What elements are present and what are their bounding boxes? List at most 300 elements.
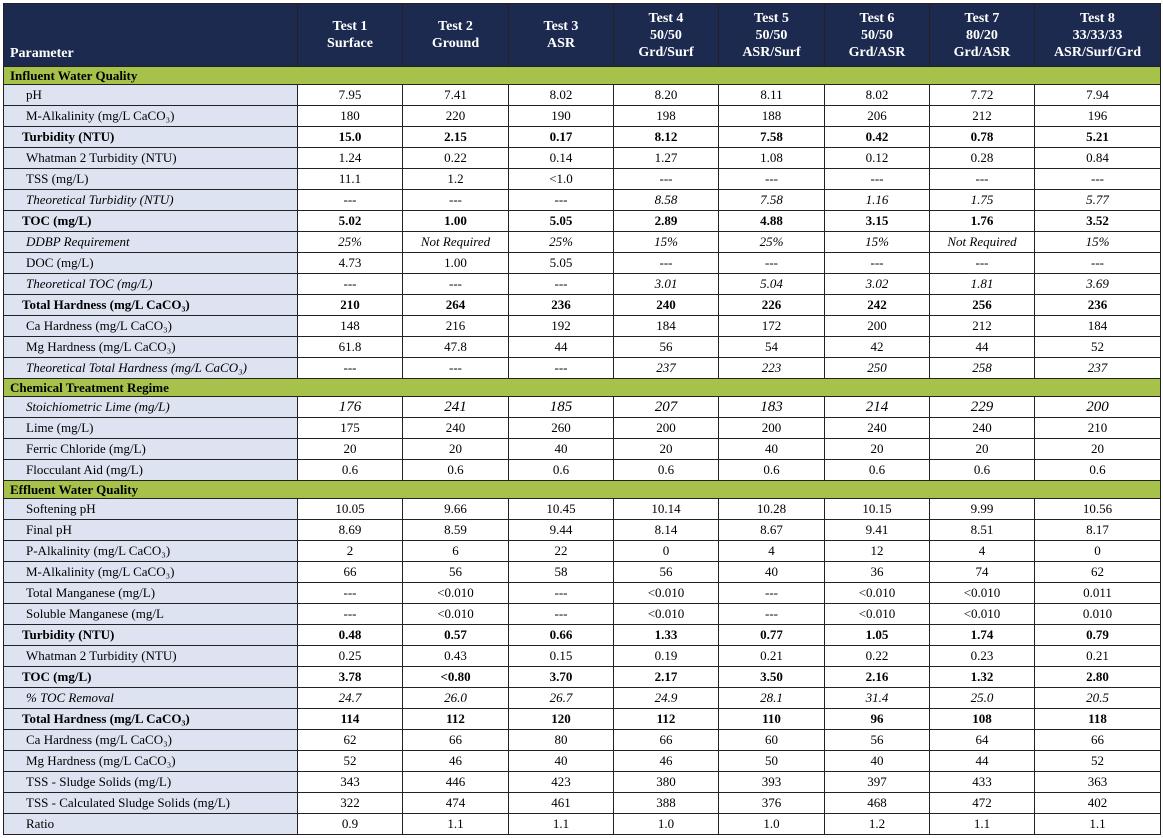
header-line: Grd/ASR [848, 44, 906, 60]
table-header [4, 4, 1161, 67]
table-cell: 188 [719, 106, 825, 127]
table-cell: 4 [719, 541, 825, 562]
table-cell: 2 [298, 541, 403, 562]
table-cell: 40 [509, 751, 614, 772]
table-cell: 0.6 [614, 460, 719, 481]
table-cell: --- [614, 169, 719, 190]
table-row [4, 730, 1161, 751]
table-row [4, 211, 1161, 232]
table-row [4, 772, 1161, 793]
table-row [4, 625, 1161, 646]
table-cell: 0.6 [719, 460, 825, 481]
table-cell: 4.73 [298, 253, 403, 274]
table-cell: 36 [825, 562, 930, 583]
table-cell: 8.02 [825, 85, 930, 106]
table-cell: 0 [614, 541, 719, 562]
parameter-column-header: Parameter [4, 4, 298, 67]
section-title: Chemical Treatment Regime [4, 379, 1161, 397]
table-cell: 184 [1035, 316, 1161, 337]
table-cell: 380 [614, 772, 719, 793]
table-cell: 56 [825, 730, 930, 751]
table-cell: 25% [298, 232, 403, 253]
table-cell: 240 [930, 418, 1035, 439]
table-cell: 24.9 [614, 688, 719, 709]
table-cell: 1.0 [719, 814, 825, 835]
table-cell: 2.80 [1035, 667, 1161, 688]
table-cell: 9.44 [509, 520, 614, 541]
table-cell: 26.7 [509, 688, 614, 709]
table-cell: 54 [719, 337, 825, 358]
section-header-row [4, 481, 1161, 499]
table-cell: 0.84 [1035, 148, 1161, 169]
row-label: Flocculant Aid (mg/L) [4, 460, 298, 481]
row-label: Mg Hardness (mg/L CaCO₃) [4, 751, 298, 772]
table-cell: <0.010 [930, 583, 1035, 604]
row-label: Soluble Manganese (mg/L [4, 604, 298, 625]
table-cell: 423 [509, 772, 614, 793]
table-cell: 15% [1035, 232, 1161, 253]
table-cell: 10.56 [1035, 499, 1161, 520]
table-cell: 8.20 [614, 85, 719, 106]
row-label: Mg Hardness (mg/L CaCO₃) [4, 337, 298, 358]
table-cell: 446 [403, 772, 509, 793]
table-cell: 60 [719, 730, 825, 751]
table-row [4, 793, 1161, 814]
row-label: Total Hardness (mg/L CaCO₃) [4, 709, 298, 730]
table-cell: 183 [719, 397, 825, 418]
table-cell: 0.6 [1035, 460, 1161, 481]
table-cell: 66 [298, 562, 403, 583]
table-cell: 47.8 [403, 337, 509, 358]
table-cell: 236 [1035, 295, 1161, 316]
table-cell: 200 [825, 316, 930, 337]
table-cell: 8.11 [719, 85, 825, 106]
table-row [4, 232, 1161, 253]
table-cell: 0.22 [825, 646, 930, 667]
table-cell: 148 [298, 316, 403, 337]
table-cell: 44 [930, 337, 1035, 358]
table-cell: 52 [298, 751, 403, 772]
table-cell: 1.0 [614, 814, 719, 835]
table-cell: 20 [403, 439, 509, 460]
test-7-column-header [930, 4, 1035, 67]
header-line: ASR/Surf/Grd [1053, 44, 1142, 60]
table-cell: 1.1 [930, 814, 1035, 835]
table-cell: 212 [930, 106, 1035, 127]
header-line: Surface [327, 36, 373, 51]
table-cell: 9.41 [825, 520, 930, 541]
table-cell: --- [719, 169, 825, 190]
table-cell: 0.22 [403, 148, 509, 169]
table-cell: 474 [403, 793, 509, 814]
table-row [4, 337, 1161, 358]
table-cell: 433 [930, 772, 1035, 793]
table-cell: 0.6 [298, 460, 403, 481]
table-cell: 240 [403, 418, 509, 439]
table-cell: 52 [1035, 751, 1161, 772]
table-cell: 212 [930, 316, 1035, 337]
table-cell: 2.15 [403, 127, 509, 148]
table-cell: 8.51 [930, 520, 1035, 541]
header-line: 33/33/33 [1072, 27, 1123, 43]
table-row [4, 358, 1161, 379]
row-label: Stoichiometric Lime (mg/L) [4, 397, 298, 418]
table-cell: 2.17 [614, 667, 719, 688]
header-line: Test 4 [648, 10, 684, 26]
table-cell: 1.75 [930, 190, 1035, 211]
table-cell: 66 [614, 730, 719, 751]
table-cell: 0.77 [719, 625, 825, 646]
table-cell: 44 [930, 751, 1035, 772]
table-cell: 5.04 [719, 274, 825, 295]
row-label: pH [4, 85, 298, 106]
row-label: Lime (mg/L) [4, 418, 298, 439]
table-row [4, 709, 1161, 730]
table-cell: 343 [298, 772, 403, 793]
table-cell: --- [825, 253, 930, 274]
row-label: M-Alkalinity (mg/L CaCO₃) [4, 106, 298, 127]
row-label: Ferric Chloride (mg/L) [4, 439, 298, 460]
table-row [4, 169, 1161, 190]
table-cell: 112 [403, 709, 509, 730]
header-line: 80/20 [966, 27, 998, 43]
table-cell: 6 [403, 541, 509, 562]
table-cell: 62 [298, 730, 403, 751]
table-cell: 3.70 [509, 667, 614, 688]
table-row [4, 583, 1161, 604]
table-cell: <0.80 [403, 667, 509, 688]
table-cell: 200 [1035, 397, 1161, 418]
table-cell: 0.15 [509, 646, 614, 667]
table-cell: 20.5 [1035, 688, 1161, 709]
table-cell: 7.72 [930, 85, 1035, 106]
table-cell: 10.28 [719, 499, 825, 520]
table-cell: --- [719, 253, 825, 274]
table-cell: 2.16 [825, 667, 930, 688]
table-cell: 8.69 [298, 520, 403, 541]
table-cell: 22 [509, 541, 614, 562]
table-row [4, 85, 1161, 106]
table-cell: 8.58 [614, 190, 719, 211]
table-cell: 7.58 [719, 190, 825, 211]
table-cell: 172 [719, 316, 825, 337]
table-cell: 20 [1035, 439, 1161, 460]
header-line: Test 2 [438, 19, 473, 34]
table-cell: 0.14 [509, 148, 614, 169]
table-cell: 62 [1035, 562, 1161, 583]
table-row [4, 751, 1161, 772]
table-cell: 46 [403, 751, 509, 772]
table-cell: 229 [930, 397, 1035, 418]
table-cell: <0.010 [403, 604, 509, 625]
table-cell: 1.05 [825, 625, 930, 646]
table-cell: 120 [509, 709, 614, 730]
table-cell: 2.89 [614, 211, 719, 232]
row-label: % TOC Removal [4, 688, 298, 709]
table-cell: 7.41 [403, 85, 509, 106]
table-cell: 66 [1035, 730, 1161, 751]
row-label: Theoretical Total Hardness (mg/L CaCO₃) [4, 358, 298, 379]
table-cell: 185 [509, 397, 614, 418]
table-cell: 0.23 [930, 646, 1035, 667]
table-cell: 28.1 [719, 688, 825, 709]
row-label: TSS - Sludge Solids (mg/L) [4, 772, 298, 793]
table-cell: --- [614, 253, 719, 274]
table-cell: 26.0 [403, 688, 509, 709]
table-cell: 1.32 [930, 667, 1035, 688]
table-row [4, 316, 1161, 337]
table-cell: 1.27 [614, 148, 719, 169]
table-cell: 1.00 [403, 253, 509, 274]
row-label: Theoretical Turbidity (NTU) [4, 190, 298, 211]
table-cell: 58 [509, 562, 614, 583]
table-cell: 25% [719, 232, 825, 253]
table-cell: <0.010 [825, 583, 930, 604]
table-cell: 1.08 [719, 148, 825, 169]
table-cell: --- [403, 358, 509, 379]
table-cell: 15% [614, 232, 719, 253]
table-cell: 388 [614, 793, 719, 814]
table-cell: 1.1 [509, 814, 614, 835]
table-cell: --- [509, 190, 614, 211]
table-cell: 402 [1035, 793, 1161, 814]
table-cell: 0.6 [403, 460, 509, 481]
table-cell: 1.24 [298, 148, 403, 169]
header-line: 50/50 [861, 27, 893, 43]
table-cell: 56 [614, 562, 719, 583]
row-label: Whatman 2 Turbidity (NTU) [4, 148, 298, 169]
row-label: TOC (mg/L) [4, 211, 298, 232]
table-cell: 112 [614, 709, 719, 730]
table-cell: 0.011 [1035, 583, 1161, 604]
table-cell: 7.94 [1035, 85, 1161, 106]
table-cell: 0.42 [825, 127, 930, 148]
table-cell: 40 [509, 439, 614, 460]
row-label: Theoretical TOC (mg/L) [4, 274, 298, 295]
row-label: Turbidity (NTU) [4, 127, 298, 148]
table-cell: 264 [403, 295, 509, 316]
row-label: Total Hardness (mg/L CaCO₃) [4, 295, 298, 316]
table-cell: 1.2 [403, 169, 509, 190]
table-cell: 192 [509, 316, 614, 337]
section-header-row [4, 379, 1161, 397]
table-cell: 237 [1035, 358, 1161, 379]
table-cell: 0.6 [509, 460, 614, 481]
table-cell: 184 [614, 316, 719, 337]
table-cell: 8.14 [614, 520, 719, 541]
table-cell: 25.0 [930, 688, 1035, 709]
table-cell: 3.69 [1035, 274, 1161, 295]
table-cell: 0.79 [1035, 625, 1161, 646]
table-cell: 240 [614, 295, 719, 316]
table-row [4, 667, 1161, 688]
table-cell: --- [825, 169, 930, 190]
table-cell: 468 [825, 793, 930, 814]
header-line: Test 6 [859, 10, 895, 26]
water-quality-table-container [3, 3, 1160, 835]
table-cell: Not Required [403, 232, 509, 253]
table-row [4, 646, 1161, 667]
table-cell: 3.15 [825, 211, 930, 232]
table-row [4, 460, 1161, 481]
table-cell: --- [719, 583, 825, 604]
table-cell: 210 [1035, 418, 1161, 439]
table-cell: 0 [1035, 541, 1161, 562]
test-6-column-header [825, 4, 930, 67]
table-cell: 8.17 [1035, 520, 1161, 541]
row-label: Ca Hardness (mg/L CaCO₃) [4, 730, 298, 751]
header-line: Grd/ASR [953, 44, 1011, 60]
table-cell: 0.17 [509, 127, 614, 148]
row-label: DDBP Requirement [4, 232, 298, 253]
table-cell: 0.19 [614, 646, 719, 667]
table-cell: 207 [614, 397, 719, 418]
table-cell: 241 [403, 397, 509, 418]
table-cell: 0.6 [825, 460, 930, 481]
table-cell: 50 [719, 751, 825, 772]
table-cell: <0.010 [614, 583, 719, 604]
section-header-row [4, 67, 1161, 85]
table-cell: 220 [403, 106, 509, 127]
table-cell: 4.88 [719, 211, 825, 232]
table-cell: --- [298, 604, 403, 625]
table-cell: 322 [298, 793, 403, 814]
table-cell: 8.02 [509, 85, 614, 106]
test-1-column-header [298, 4, 403, 67]
table-cell: 0.25 [298, 646, 403, 667]
table-cell: --- [298, 190, 403, 211]
table-cell: 258 [930, 358, 1035, 379]
table-cell: 110 [719, 709, 825, 730]
row-label: Ca Hardness (mg/L CaCO₃) [4, 316, 298, 337]
table-cell: --- [298, 358, 403, 379]
header-line: 50/50 [755, 27, 788, 43]
table-cell: --- [930, 253, 1035, 274]
table-cell: 15.0 [298, 127, 403, 148]
table-cell: 20 [614, 439, 719, 460]
table-cell: 1.16 [825, 190, 930, 211]
table-cell: 198 [614, 106, 719, 127]
header-line: ASR [546, 36, 575, 51]
table-cell: 0.78 [930, 127, 1035, 148]
table-cell: 80 [509, 730, 614, 751]
table-cell: 114 [298, 709, 403, 730]
table-cell: 8.12 [614, 127, 719, 148]
table-cell: 214 [825, 397, 930, 418]
table-cell: 9.66 [403, 499, 509, 520]
table-cell: 0.9 [298, 814, 403, 835]
table-cell: 25% [509, 232, 614, 253]
table-row [4, 688, 1161, 709]
table-cell: 1.76 [930, 211, 1035, 232]
table-row [4, 499, 1161, 520]
table-cell: 180 [298, 106, 403, 127]
table-cell: 210 [298, 295, 403, 316]
table-cell: --- [509, 358, 614, 379]
table-cell: --- [298, 274, 403, 295]
table-cell: 5.21 [1035, 127, 1161, 148]
row-label: Ratio [4, 814, 298, 835]
header-line: Test 8 [1080, 10, 1115, 26]
table-cell: 216 [403, 316, 509, 337]
table-row [4, 397, 1161, 418]
table-cell: 40 [825, 751, 930, 772]
table-cell: 3.01 [614, 274, 719, 295]
table-cell: 5.77 [1035, 190, 1161, 211]
table-cell: 3.02 [825, 274, 930, 295]
table-cell: 200 [719, 418, 825, 439]
row-label: TSS - Calculated Sludge Solids (mg/L) [4, 793, 298, 814]
table-cell: 10.45 [509, 499, 614, 520]
header-line: Grd/Surf [638, 44, 694, 60]
table-cell: 0.28 [930, 148, 1035, 169]
header-line: ASR/Surf [742, 44, 801, 60]
row-label: Final pH [4, 520, 298, 541]
test-3-column-header [509, 4, 614, 67]
header-line: Test 3 [543, 19, 579, 34]
table-row [4, 562, 1161, 583]
row-label: Whatman 2 Turbidity (NTU) [4, 646, 298, 667]
table-cell: <0.010 [825, 604, 930, 625]
table-cell: <0.010 [403, 583, 509, 604]
table-cell: 223 [719, 358, 825, 379]
table-cell: 0.21 [1035, 646, 1161, 667]
section-title: Influent Water Quality [4, 67, 1161, 85]
table-cell: 0.21 [719, 646, 825, 667]
table-cell: 200 [614, 418, 719, 439]
table-cell: 236 [509, 295, 614, 316]
row-label: DOC (mg/L) [4, 253, 298, 274]
water-quality-table [3, 3, 1161, 835]
table-row [4, 541, 1161, 562]
table-cell: 10.05 [298, 499, 403, 520]
header-line: 50/50 [650, 27, 682, 43]
table-cell: 240 [825, 418, 930, 439]
table-cell: 108 [930, 709, 1035, 730]
table-cell: 250 [825, 358, 930, 379]
table-cell: --- [1035, 253, 1161, 274]
test-8-column-header [1035, 4, 1161, 67]
table-cell: 8.59 [403, 520, 509, 541]
table-cell: 61.8 [298, 337, 403, 358]
table-cell: 397 [825, 772, 930, 793]
table-cell: 7.58 [719, 127, 825, 148]
table-row [4, 814, 1161, 835]
row-label: Total Manganese (mg/L) [4, 583, 298, 604]
table-cell: 0.12 [825, 148, 930, 169]
table-cell: 4 [930, 541, 1035, 562]
table-cell: 3.50 [719, 667, 825, 688]
table-cell: 0.66 [509, 625, 614, 646]
table-cell: 5.05 [509, 253, 614, 274]
table-cell: 1.33 [614, 625, 719, 646]
table-cell: 10.15 [825, 499, 930, 520]
table-cell: 393 [719, 772, 825, 793]
table-cell: --- [509, 604, 614, 625]
table-row [4, 274, 1161, 295]
table-cell: --- [1035, 169, 1161, 190]
table-cell: --- [403, 190, 509, 211]
table-cell: 206 [825, 106, 930, 127]
table-cell: Not Required [930, 232, 1035, 253]
table-cell: 0.010 [1035, 604, 1161, 625]
table-cell: 0.57 [403, 625, 509, 646]
table-cell: --- [403, 274, 509, 295]
table-cell: 1.81 [930, 274, 1035, 295]
section-title: Effluent Water Quality [4, 481, 1161, 499]
table-cell: 7.95 [298, 85, 403, 106]
table-cell: --- [930, 169, 1035, 190]
